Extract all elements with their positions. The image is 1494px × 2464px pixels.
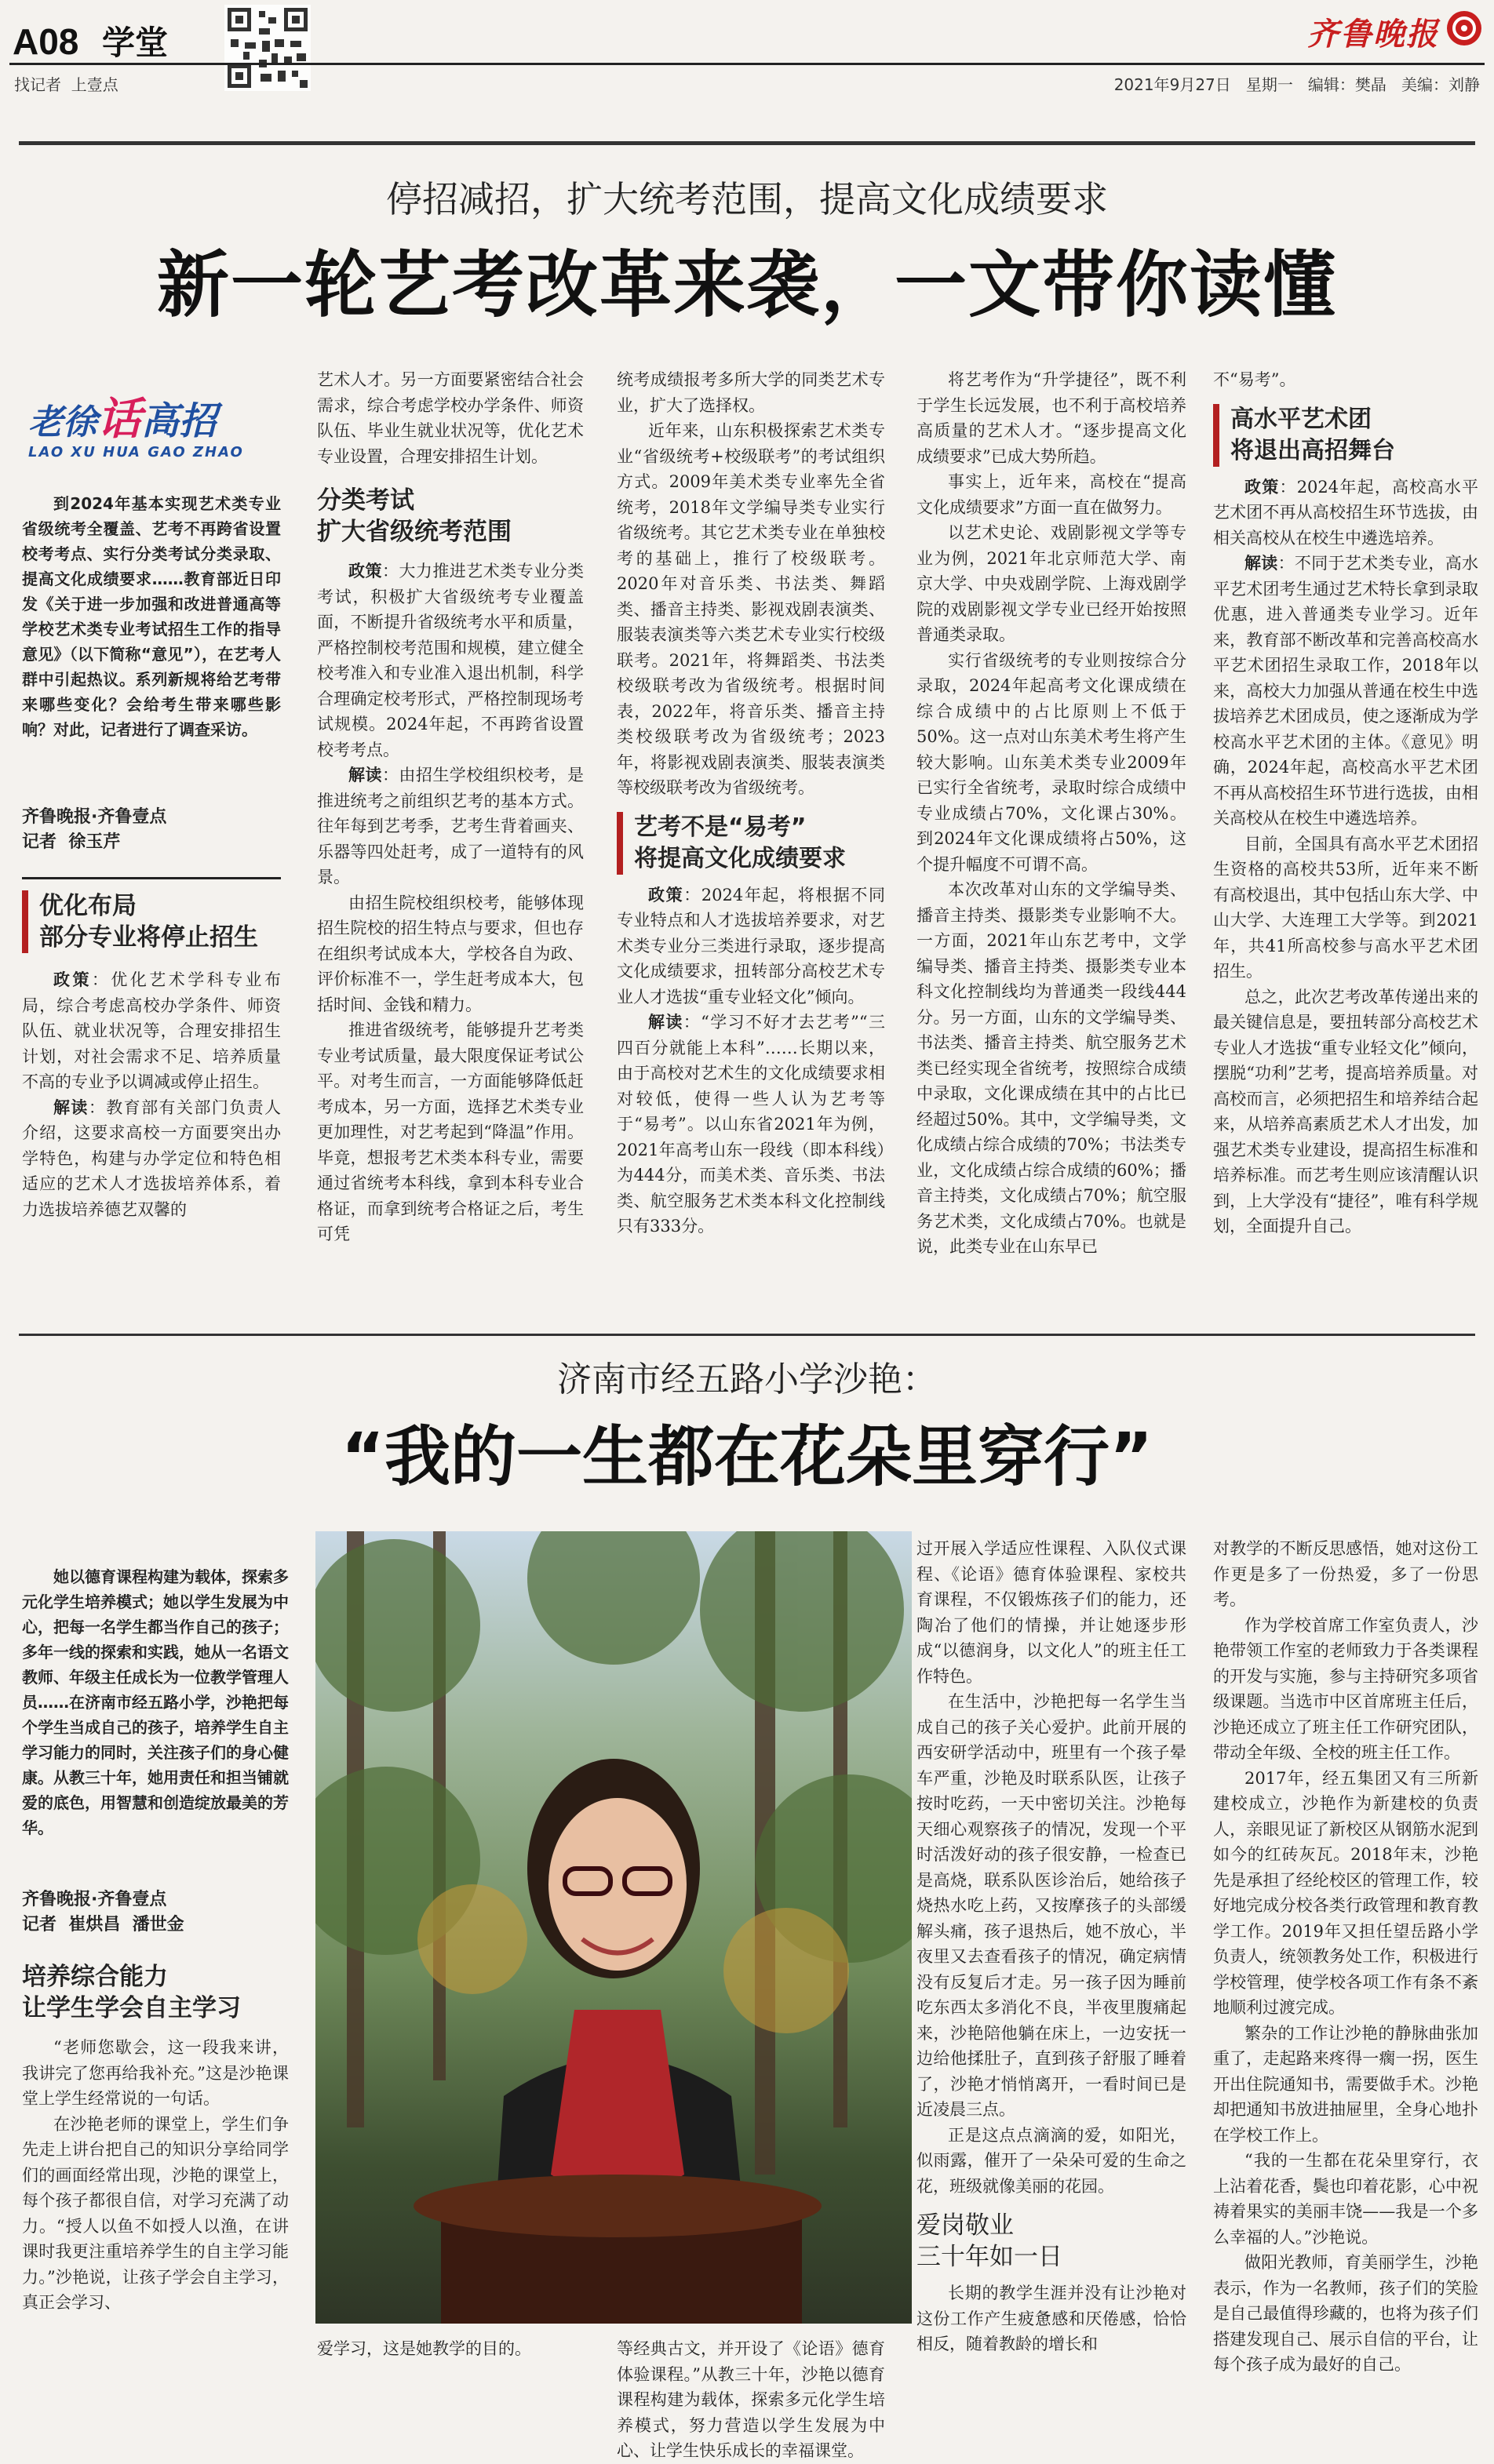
paragraph: 实行省级统考的专业则按综合分录取，2024年起高考文化课成绩在综合成绩中的占比原则上不低于50%。这一点对山东美术考生将产生较大影响。山东美术类专业2009年已实行全省统考，录取时综合成绩中专业成绩占70%，文化课占30%。到2024年文化课成绩将占50%，这个提升幅度不可谓不高。 (916, 650, 1186, 874)
newspaper-logo: 齐鲁晚报 (1307, 16, 1439, 53)
paragraph: 政策：优化艺术学科专业布局，综合考虑高校办学条件、师资队伍、就业状况等，合理安排招生计划，对社会需求不足、培养质量不高的专业予以调减或停止招生。 (22, 970, 282, 1091)
paragraph: 由招生院校组织校考，能够体现招生院校的招生特点与要求，但也存在组织考试成本大，学校各自为政、评价标准不一，学生赶考成本大，包括时间、金钱和精力。 (317, 893, 584, 1014)
byline-reporter: 记者 崔烘昌 潘世金 (22, 1915, 184, 1934)
subhead-2-line1: 分类考试 (317, 486, 414, 515)
article1-kicker: 停招减招，扩大统考范围，提高文化成绩要求 (386, 178, 1108, 220)
article2-lead: 她以德育课程构建为载体，探索多元化学生培养模式；她以学生发展为中心，把每一名学生都当作自己的孩子；多年一线的探索和实践，她从一名语文教师、年级主任成长为一位教学管理人员……在济南市经五路小学，沙艳把每个学生当成自己的孩子，培养学生自主学习能力的同时，关注孩子们的身心健康。从教三十年，她用责任和担当铺就爱的底色，用智慧和创造绽放最美的芳华。 (22, 1567, 289, 1837)
article1-col3 (617, 367, 885, 1239)
subhead-a2-1-line1: 培养综合能力 (22, 1963, 168, 1991)
paragraph: 近年来，山东积极探索艺术类专业“省级统考+校级联考”的考试组织方式。2009年美术类专业率先全省统考，2018年文学编导类专业实行省级统考。其它艺术类专业在单独校考的基础上，推行了校级联考。2020年对音乐类、书法类、舞蹈类、播音主持类、影视戏剧表演类、服装表演类等六类艺术专业实行校级联考。2021年，将舞蹈类、书法类校级联考改为省级统考。根据时间表，2022年，将音乐类、播音主持类校级联考改为省级统考；2023年，将影视戏剧表演类、服装表演类等校级联考改为省级统考。 (617, 421, 885, 797)
article2-col2 (317, 2336, 584, 2362)
subhead-1 (22, 890, 281, 953)
subhead-2 (317, 485, 584, 548)
subhead-a2-3-line2: 三十年如一日 (916, 2243, 1062, 2271)
article2-col5 (1213, 1536, 1478, 2378)
paragraph: 政策：2024年起，将根据不同专业特点和人才选拔培养要求，对艺术类专业分三类进行录取，逐步提高文化成绩要求，扭转部分高校艺术专业人才选拔“重专业轻文化”倾向。 (617, 885, 886, 1006)
article2-kicker: 济南市经五路小学沙艳： (557, 1359, 937, 1399)
subhead-3-line2: 将提高文化成绩要求 (634, 844, 846, 872)
paragraph: 不“易考”。 (1213, 370, 1296, 389)
article1-headline: 新一轮艺考改革来袭，一文带你读懂 (156, 243, 1337, 327)
byline-source: 齐鲁晚报·齐鲁壹点 (22, 1890, 167, 1909)
logo-seal-icon (1447, 11, 1481, 45)
paragraph: 将艺考作为“升学捷径”，既不利于学生长远发展，也不利于高校培养高质量的艺术人才。“逐步提高文化成绩要求”已成大势所趋。 (916, 370, 1186, 466)
column-logo-pinyin: LAO XU HUA GAO ZHAO (28, 444, 244, 460)
subhead-2-line2: 扩大省级统考范围 (317, 518, 512, 546)
byline-source: 齐鲁晚报·齐鲁壹点 (22, 807, 167, 827)
article1-col1 (22, 491, 281, 1222)
paragraph: 推进省级统考，能够提升艺考类专业考试质量，最大限度保证考试公平。对考生而言，一方面能够降低赶考成本，另一方面，选择艺术类专业更加理性，对艺考起到“降温”作用。毕竟，想报考艺术类本科专业，需要通过省统考本科线，拿到本科专业合格证，而拿到统考合格证之后，考生可凭 (317, 1021, 584, 1243)
paragraph: 在生活中，沙艳把每一名学生当成自己的孩子关心爱护。此前开展的西安研学活动中，班里有一个孩子晕车严重，沙艳及时联系队医，让孩子按时吃药，一天中密切关注。沙艳每天细心观察孩子的情况，发现一个平时活泼好动的孩子很安静，一检查已是高烧，联系队医诊治后，她给孩子烧热水吃上药，又按摩孩子的头部缓解头痛，孩子退热后，她不放心，半夜里又去查看孩子的情况，确定病情没有反复后才走。另一孩子因为睡前吃东西太多消化不良，半夜里腹痛起来，沙艳陪他躺在床上，一边安抚一边给他揉肚子，直到孩子舒服了睡着了，沙艳才悄悄离开，一看时间已是近凌晨三点。 (916, 1692, 1186, 2119)
header-slogan: 找记者 上壹点 (14, 75, 118, 94)
paragraph: 解读：不同于艺术类专业，高水平艺术团考生通过艺术特长拿到录取优惠，进入普通类专业学习。近年来，教育部不断改革和完善高校高水平艺术团招生录取工作，2018年以来，高校大力加强从普通在校生中选拔培养艺术团成员，使之逐渐成为学校高水平艺术团的主体。《意见》明确，2024年起，高校高水平艺术团不再从高校招生环节进行选拔，由相关高校从在校生中遴选培养。 (1213, 554, 1479, 828)
paragraph: 繁杂的工作让沙艳的静脉曲张加重了，走起路来疼得一瘸一拐，医生开出住院通知书，需要做手术。沙艳却把通知书放进抽屉里，全身心地扑在学校工作上。 (1213, 2023, 1478, 2145)
subhead-a2-3 (916, 2210, 1186, 2273)
paragraph: 在沙艳老师的课堂上，学生们争先走上讲台把自己的知识分享给同学们的画面经常出现，沙艳的课堂上，每个孩子都很自信，对学习充满了动力。“授人以鱼不如授人以渔，在讲课时我更注重培养学生的自主学习能力。”沙艳说，让孩子学会自主学习，真正会学习、 (22, 2114, 289, 2312)
paragraph: 本次改革对山东的文学编导类、播音主持类、摄影类专业影响不大。一方面，2021年山东艺考中，文学编导类、播音主持类、摄影类专业本科文化控制线均为普通类一段线444分。另一方面，山东的文学编导类、书法类、播音主持类、航空服务艺术类已经实现全省统考，按照综合成绩中录取，文化课成绩在其中的占比已经超过50%。其中，文学编导类，文化成绩占综合成绩的70%；书法类专业，文化成绩占综合成绩的60%；播音主持类，文化成绩占70%；航空服务艺术类，文化成绩占70%。也就是说，此类专业在山东早已 (916, 880, 1186, 1256)
paragraph: “我的一生都在花朵里穿行，衣上沾着花香，鬓也印着花影，心中祝祷着果实的美丽丰饶——我是一个多么幸福的人。”沙艳说。 (1213, 2151, 1478, 2247)
paragraph: 2017年，经五集团又有三所新建校成立，沙艳作为新建校的负责人，亲眼见证了新校区从钢筋水泥到如今的红砖灰瓦。2018年末，沙艳先是承担了经纶校区的管理工作，较好地完成分校各类行政管理和教育教学工作。2019年又担任望岳路小学负责人，统领教务处工作，积极进行学校管理，使学校各项工作有条不紊地顺利过渡完成。 (1213, 1768, 1478, 2017)
page-header (0, 0, 1494, 94)
paragraph: 作为学校首席工作室负责人，沙艳带领工作室的老师致力于各类课程的开发与实施，参与主持研究多项省级课题。当选市中区首席班主任后，沙艳还成立了班主任工作研究团队，带动全年级、全校的班主任工作。 (1213, 1615, 1478, 1762)
byline-reporter: 记者 徐玉芹 (22, 832, 121, 852)
paragraph: 政策：大力推进艺术类专业分类考试，积极扩大省级统考专业覆盖面，不断提升省级统考水平和质量，严格控制校考范围和规模，建立健全校考准入和专业准入退出机制，科学合理确定校考形式，严格控制现场考试规模。2024年起，不再跨省设置校考考点。 (317, 562, 585, 759)
divider-top (19, 141, 1475, 145)
subhead-a2-1 (22, 1961, 289, 2024)
section-name: 学堂 (102, 24, 169, 62)
subhead-3 (617, 812, 885, 875)
paragraph: 政策：2024年起，高校高水平艺术团不再从高校招生环节选拔，由相关高校从在校生中遴选培养。 (1213, 477, 1478, 548)
header-rule (9, 63, 1485, 65)
article2-col3 (617, 2336, 885, 2464)
subhead-1-line2: 部分专业将停止招生 (39, 923, 258, 952)
article2-headline: “我的一生都在花朵里穿行” (341, 1418, 1153, 1495)
paragraph: 艺术人才。另一方面要紧密结合社会需求，综合考虑学校办学条件、师资队伍、毕业生就业状况等，优化艺术专业设置，合理安排招生计划。 (317, 370, 584, 466)
paragraph: 正是这点点滴滴的爱，如阳光，似雨露，催开了一朵朵可爱的生命之花，班级就像美丽的花园。 (916, 2125, 1186, 2196)
column-logo (28, 384, 279, 463)
paragraph: 统考成绩报考多所大学的同类艺术专业，扩大了选择权。 (617, 370, 885, 415)
subhead-1-line1: 优化布局 (39, 892, 137, 920)
paragraph: 爱学习，这是她教学的目的。 (317, 2339, 531, 2358)
article1-col2 (317, 367, 584, 1247)
subhead-3-line1: 艺考不是“易考” (634, 813, 807, 841)
paragraph: 以艺术史论、戏剧影视文学等专业为例，2021年北京师范大学、南京大学、中央戏剧学院、上海戏剧学院的戏剧影视文学专业已经开始按照普通类录取。 (916, 523, 1186, 644)
article2-col1 (22, 1564, 289, 2316)
portrait-photo (315, 1531, 912, 2324)
qr-code-icon[interactable] (224, 5, 311, 91)
divider-middle (19, 1334, 1475, 1336)
paragraph: 长期的教学生涯并没有让沙艳对这份工作产生疲惫感和厌倦感，恰恰相反，随着教龄的增长和 (916, 2284, 1186, 2353)
paragraph: 对教学的不断反思感悟，她对这份工作更是多了一份热爱，多了一份思考。 (1213, 1539, 1478, 1609)
paragraph: 事实上，近年来，高校在“提高文化成绩要求”方面一直在做努力。 (916, 472, 1186, 517)
paragraph: 解读：由招生学校组织校考，是推进统考之前组织艺考的基本方式。往年每到艺考季，艺考生背着画夹、乐器等四处赶考，成了一道特有的风景。 (317, 766, 585, 886)
subhead-a2-1-line2: 让学生学会自主学习 (22, 1994, 241, 2022)
paragraph: 过开展入学适应性课程、入队仪式课程、《论语》德育体验课程、家校共育课程，不仅锻炼孩子们的能力，还陶冶了他们的情操，并让她逐步形成“以德润身，以文化人”的班主任工作特色。 (916, 1539, 1186, 1686)
subhead-a2-3-line1: 爱岗敬业 (916, 2211, 1014, 2240)
column-logo-c: 高招 (141, 399, 217, 443)
article1-lead: 到2024年基本实现艺术类专业省级统考全覆盖、艺考不再跨省设置校考考点、实行分类考试分类录取、提高文化成绩要求……教育部近日印发《关于进一步加强和改进普通高等学校艺术类专业考试招生工作的指导意见》（以下简称“意见”），在艺考人群中引起热议。系列新规将给艺考带来哪些变化？会给考生带来哪些影响？对此，记者进行了调查采访。 (22, 494, 281, 739)
subhead-4-line2: 将退出高招舞台 (1230, 436, 1395, 464)
page-number: A08 (13, 21, 79, 62)
article2-col4 (916, 1536, 1186, 2357)
paragraph: 做阳光教师，育美丽学生，沙艳表示，作为一名教师，孩子们的笑脸是自己最值得珍藏的，也将为孩子们搭建发现自己、展示自信的平台，让每个孩子成为最好的自己。 (1213, 2253, 1478, 2374)
column-logo-a: 老徐 (28, 402, 97, 442)
paragraph: “老师您歇会，这一段我来讲，我讲完了您再给我补充。”这是沙艳课堂上学生经常说的一句话。 (22, 2038, 289, 2108)
column-logo-b: 话 (97, 394, 141, 445)
article1-col5 (1213, 367, 1478, 1239)
article1-col4 (916, 367, 1186, 1260)
paragraph: 总之，此次艺考改革传递出来的最关键信息是，要扭转部分高校艺术专业人才选拔“重专业轻文化”倾向，摆脱“功利”艺考，提高培养质量。对高校而言，必须把招生和培养结合起来，从培养高素质艺术人才出发，加强艺术类专业建设，提高招生标准和培养标准。而艺考生则应该清醒认识到，上大学没有“捷径”，唯有科学规划，全面提升自己。 (1213, 987, 1478, 1236)
paragraph: 解读：“学习不好才去艺考”“三四百分就能上本科”……长期以来，由于高校对艺术生的文化成绩要求相对较低，使得一些人认为艺考等于“易考”。以山东省2021年为例，2021年高考山东一段线（即本科线）为444分，而美术类、音乐类、书法类、航空服务艺术类本科文化控制线只有333分。 (617, 1013, 886, 1236)
date-line: 2021年9月27日 星期一 编辑：樊晶 美编：刘静 (1113, 75, 1480, 94)
subhead-4-line1: 高水平艺术团 (1230, 405, 1372, 433)
paragraph: 解读：教育部有关部门负责人介绍，这要求高校一方面要突出办学特色，构建与办学定位和特色相适应的艺术人才选拔培养体系，着力选拔培养德艺双馨的 (22, 1097, 282, 1219)
subhead-4 (1213, 404, 1478, 467)
paragraph: 目前，全国具有高水平艺术团招生资格的高校共53所，近年来不断有高校退出，其中包括山东大学、中山大学、大连理工大学等。到2021年，共41所高校参与高水平艺术团招生。 (1213, 834, 1478, 981)
paragraph: 等经典古文，并开设了《论语》德育体验课程。”从教三十年，沙艳以德育课程构建为载体，探索多元化学生培养模式，努力营造以学生发展为中心、让学生快乐成长的幸福课堂。 (617, 2339, 885, 2460)
